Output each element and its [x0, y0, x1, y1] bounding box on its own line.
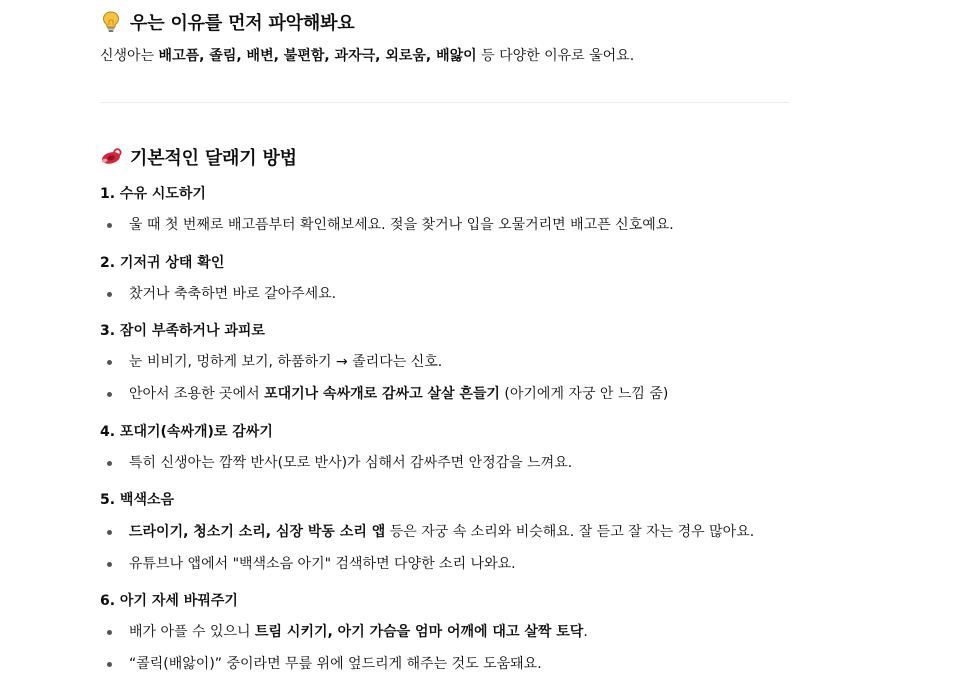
- step-heading: 3. 잠이 부족하거나 과피로: [100, 323, 265, 339]
- divider: [100, 102, 790, 103]
- paragraph-text: 등 다양한 이유로 울어요.: [476, 48, 635, 64]
- list-item-text: 울 때 첫 번째로 배고픔부터 확인해보세요. 젖을 찾거나 입을 오물거리면 배고픈 신호예요.: [129, 217, 674, 233]
- bullet-dot: [107, 392, 112, 397]
- reasons-paragraph: [100, 45, 634, 67]
- bullet-dot: [107, 662, 112, 667]
- list-item-text: 찼거나 축축하면 바로 갈아주세요.: [129, 286, 337, 302]
- paragraph-text: 신생아는: [100, 48, 159, 64]
- step-heading: 4. 포대기(속싸개)로 감싸기: [100, 424, 273, 440]
- list-item-text: 특히 신생아는 깜짝 반사(모로 반사)가 심해서 감싸주면 안정감을 느껴요.: [129, 455, 573, 471]
- paragraph-bold-text: 배고픔, 졸림, 배변, 불편함, 과자극, 외로움, 배앓이: [158, 48, 477, 64]
- step-heading: 1. 수유 시도하기: [100, 186, 206, 202]
- pacifier-icon: [100, 146, 122, 168]
- bullet-dot: [107, 292, 112, 297]
- bullet-dot: [107, 630, 112, 635]
- section-title: 기본적인 달래기 방법: [130, 148, 297, 169]
- list-item-text: 안아서 조용한 곳에서: [129, 386, 265, 402]
- bullet-dot: [107, 461, 112, 466]
- list-item-text: 유튜브나 앱에서 "백색소음 아기" 검색하면 다양한 소리 나와요.: [129, 556, 516, 572]
- step-heading: 5. 백색소음: [100, 492, 175, 508]
- bullet-dot: [107, 360, 112, 365]
- list-item-text: 배가 아플 수 있으니: [129, 624, 255, 640]
- list-item-bold-text: 트림 시키기, 아기 가슴을 엄마 어깨에 대고 살짝 토닥: [255, 624, 584, 640]
- list-item-text: “콜릭(배앓이)” 중이라면 무릎 위에 엎드리게 해주는 것도 도움돼요.: [129, 656, 542, 672]
- bullet-dot: [107, 223, 112, 228]
- section-heading-soothing-methods: [100, 144, 297, 170]
- list-item-text: 등은 자궁 속 소리와 비슷해요. 잘 듣고 잘 자는 경우 많아요.: [385, 524, 755, 540]
- section-title: 우는 이유를 먼저 파악해봐요: [130, 13, 355, 34]
- list-item-bold-text: 드라이기, 청소기 소리, 심장 박동 소리 앱: [129, 524, 386, 540]
- list-item-bold-text: 포대기나 속싸개로 감싸고 살살 흔들기: [264, 386, 500, 402]
- step-heading: 6. 아기 자세 바꿔주기: [100, 593, 238, 609]
- lightbulb-icon: [100, 11, 122, 33]
- bullet-dot: [107, 530, 112, 535]
- list-item-text: (아기에게 자궁 안 느낌 줌): [499, 386, 669, 402]
- list-item-text: .: [583, 624, 588, 640]
- bullet-dot: [107, 562, 112, 567]
- step-heading: 2. 기저귀 상태 확인: [100, 255, 225, 271]
- list-item-text: 눈 비비기, 멍하게 보기, 하품하기 → 졸리다는 신호.: [129, 354, 443, 370]
- section-heading-reasons: [100, 9, 354, 35]
